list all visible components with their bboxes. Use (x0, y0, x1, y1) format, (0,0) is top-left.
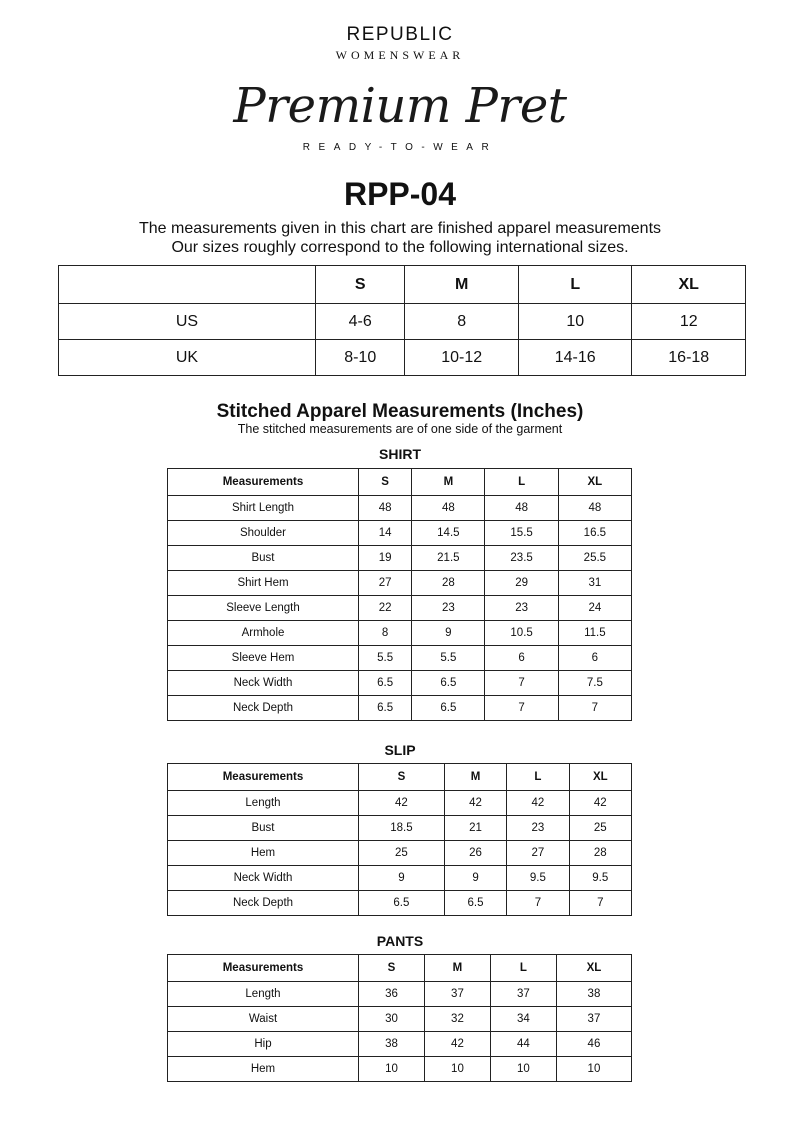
table-cell: 15.5 (485, 521, 558, 546)
table-cell: 34 (490, 1007, 556, 1032)
table-cell: 10 (424, 1057, 490, 1082)
table-cell: 12 (632, 304, 746, 340)
table-cell: 9 (359, 866, 445, 891)
table-cell: 8-10 (316, 340, 405, 376)
header-cell: M (444, 764, 506, 791)
table-cell: 8 (405, 304, 519, 340)
table-header-row (168, 955, 632, 982)
table-row (168, 696, 632, 721)
table-cell: 19 (359, 546, 412, 571)
table-row (168, 1007, 632, 1032)
table-cell: 8 (359, 621, 412, 646)
international-size-table (58, 265, 746, 376)
table-cell: 16-18 (632, 340, 746, 376)
table-row (168, 791, 632, 816)
table-cell: 14.5 (412, 521, 485, 546)
brand-script-logo: Premium Pret (233, 78, 567, 134)
section-title: Stitched Apparel Measurements (Inches) (216, 401, 584, 422)
table-cell: 10 (518, 304, 632, 340)
pants-label: PANTS (376, 933, 424, 949)
pants-measurements-table (167, 954, 632, 1082)
table-row (168, 891, 632, 916)
table-row (168, 546, 632, 571)
table-cell: 11.5 (558, 621, 631, 646)
table-cell: 6.5 (359, 696, 412, 721)
header-cell: XL (569, 764, 631, 791)
table-cell: 14-16 (518, 340, 632, 376)
table-cell: Hip (168, 1032, 359, 1057)
table-cell: 48 (558, 496, 631, 521)
table-cell: 6 (558, 646, 631, 671)
table-cell: 7 (507, 891, 569, 916)
table-cell: 14 (359, 521, 412, 546)
table-cell: 42 (444, 791, 506, 816)
table-cell: 25 (569, 816, 631, 841)
table-row (168, 646, 632, 671)
header-cell: L (507, 764, 569, 791)
header-cell: S (359, 469, 412, 496)
table-cell: Shirt Length (168, 496, 359, 521)
table-cell: 10 (359, 1057, 425, 1082)
table-cell: 28 (569, 841, 631, 866)
section-subtitle: The stitched measurements are of one side of the garment (237, 422, 563, 436)
header-cell: M (412, 469, 485, 496)
table-header-row (168, 764, 632, 791)
table-cell: 23 (412, 596, 485, 621)
table-cell: 42 (424, 1032, 490, 1057)
header-cell: Measurements (168, 955, 359, 982)
table-cell: 38 (556, 982, 631, 1007)
table-cell: 44 (490, 1032, 556, 1057)
table-cell: Hem (168, 841, 359, 866)
header-cell: M (424, 955, 490, 982)
table-cell: Armhole (168, 621, 359, 646)
table-cell: 10 (556, 1057, 631, 1082)
table-cell: Length (168, 982, 359, 1007)
table-row (168, 841, 632, 866)
table-cell: 46 (556, 1032, 631, 1057)
header-cell: Measurements (168, 764, 359, 791)
table-cell: 36 (359, 982, 425, 1007)
table-cell: 37 (556, 1007, 631, 1032)
table-cell: 23 (485, 596, 558, 621)
header-cell: S (316, 266, 405, 304)
table-cell: Neck Depth (168, 891, 359, 916)
slip-measurements-table (167, 763, 632, 916)
header-cell: XL (556, 955, 631, 982)
table-cell: 37 (424, 982, 490, 1007)
table-row (168, 1032, 632, 1057)
table-cell: 5.5 (359, 646, 412, 671)
table-cell: 5.5 (412, 646, 485, 671)
table-cell: 24 (558, 596, 631, 621)
table-cell: 37 (490, 982, 556, 1007)
table-cell: 38 (359, 1032, 425, 1057)
table-cell: 6.5 (412, 696, 485, 721)
header-cell: XL (558, 469, 631, 496)
table-cell: 9.5 (569, 866, 631, 891)
table-row (168, 521, 632, 546)
table-cell: Shirt Hem (168, 571, 359, 596)
table-cell: 48 (359, 496, 412, 521)
product-code: RPP-04 (343, 176, 457, 212)
table-cell: Sleeve Hem (168, 646, 359, 671)
table-cell: 6.5 (412, 671, 485, 696)
table-cell: 10 (490, 1057, 556, 1082)
table-cell: 28 (412, 571, 485, 596)
table-cell: 26 (444, 841, 506, 866)
table-cell: 6 (485, 646, 558, 671)
table-cell: Sleeve Length (168, 596, 359, 621)
header-cell: M (405, 266, 519, 304)
table-cell: 27 (507, 841, 569, 866)
header-cell: XL (632, 266, 746, 304)
table-cell: 22 (359, 596, 412, 621)
table-cell: 42 (507, 791, 569, 816)
shirt-label: SHIRT (379, 446, 421, 462)
table-cell: 6.5 (359, 671, 412, 696)
table-cell: Bust (168, 546, 359, 571)
header-cell: S (359, 955, 425, 982)
header-cell: L (518, 266, 632, 304)
header-cell: L (485, 469, 558, 496)
table-cell: 27 (359, 571, 412, 596)
table-cell: 9.5 (507, 866, 569, 891)
header-cell: L (490, 955, 556, 982)
table-cell: Hem (168, 1057, 359, 1082)
table-row (168, 596, 632, 621)
table-row (168, 671, 632, 696)
table-cell: Bust (168, 816, 359, 841)
table-row (168, 1057, 632, 1082)
table-cell: 7 (485, 696, 558, 721)
table-cell: 25.5 (558, 546, 631, 571)
table-cell: Shoulder (168, 521, 359, 546)
table-cell: Neck Depth (168, 696, 359, 721)
table-cell: 42 (569, 791, 631, 816)
table-cell: 7 (485, 671, 558, 696)
table-row (168, 571, 632, 596)
table-cell: 4-6 (316, 304, 405, 340)
table-cell: 21.5 (412, 546, 485, 571)
intro-text (0, 219, 800, 257)
table-row (59, 340, 746, 376)
table-cell: 21 (444, 816, 506, 841)
header-cell: S (359, 764, 445, 791)
table-cell: 23.5 (485, 546, 558, 571)
table-cell: 9 (444, 866, 506, 891)
table-cell: 42 (359, 791, 445, 816)
table-cell: 7.5 (558, 671, 631, 696)
table-cell: Length (168, 791, 359, 816)
table-cell: 7 (558, 696, 631, 721)
table-cell: 48 (485, 496, 558, 521)
table-cell: 6.5 (359, 891, 445, 916)
table-cell: US (59, 304, 316, 340)
table-row (168, 866, 632, 891)
table-cell: 10-12 (405, 340, 519, 376)
table-cell: 30 (359, 1007, 425, 1032)
header-cell (59, 266, 316, 304)
brand-name: REPUBLIC (346, 24, 454, 45)
table-row (168, 496, 632, 521)
table-row (168, 621, 632, 646)
table-row (168, 982, 632, 1007)
table-cell: 48 (412, 496, 485, 521)
table-cell: Neck Width (168, 866, 359, 891)
intro-line-1: The measurements given in this chart are finished apparel measurements (138, 220, 662, 237)
header-cell: Measurements (168, 469, 359, 496)
table-cell: 16.5 (558, 521, 631, 546)
slip-label: SLIP (384, 742, 416, 758)
table-cell: 32 (424, 1007, 490, 1032)
table-cell: 29 (485, 571, 558, 596)
brand-subname: WOMENSWEAR (335, 48, 465, 62)
table-cell: 9 (412, 621, 485, 646)
table-header-row (59, 266, 746, 304)
table-cell: 10.5 (485, 621, 558, 646)
table-cell: 7 (569, 891, 631, 916)
table-cell: Waist (168, 1007, 359, 1032)
table-row (59, 304, 746, 340)
intro-line-2: Our sizes roughly correspond to the following international sizes. (171, 239, 629, 256)
table-cell: 31 (558, 571, 631, 596)
shirt-measurements-table (167, 468, 632, 721)
table-header-row (168, 469, 632, 496)
brand-tagline: READY-TO-WEAR (302, 142, 498, 153)
table-cell: Neck Width (168, 671, 359, 696)
table-cell: 23 (507, 816, 569, 841)
table-cell: 18.5 (359, 816, 445, 841)
table-cell: 6.5 (444, 891, 506, 916)
table-cell: 25 (359, 841, 445, 866)
table-row (168, 816, 632, 841)
table-cell: UK (59, 340, 316, 376)
